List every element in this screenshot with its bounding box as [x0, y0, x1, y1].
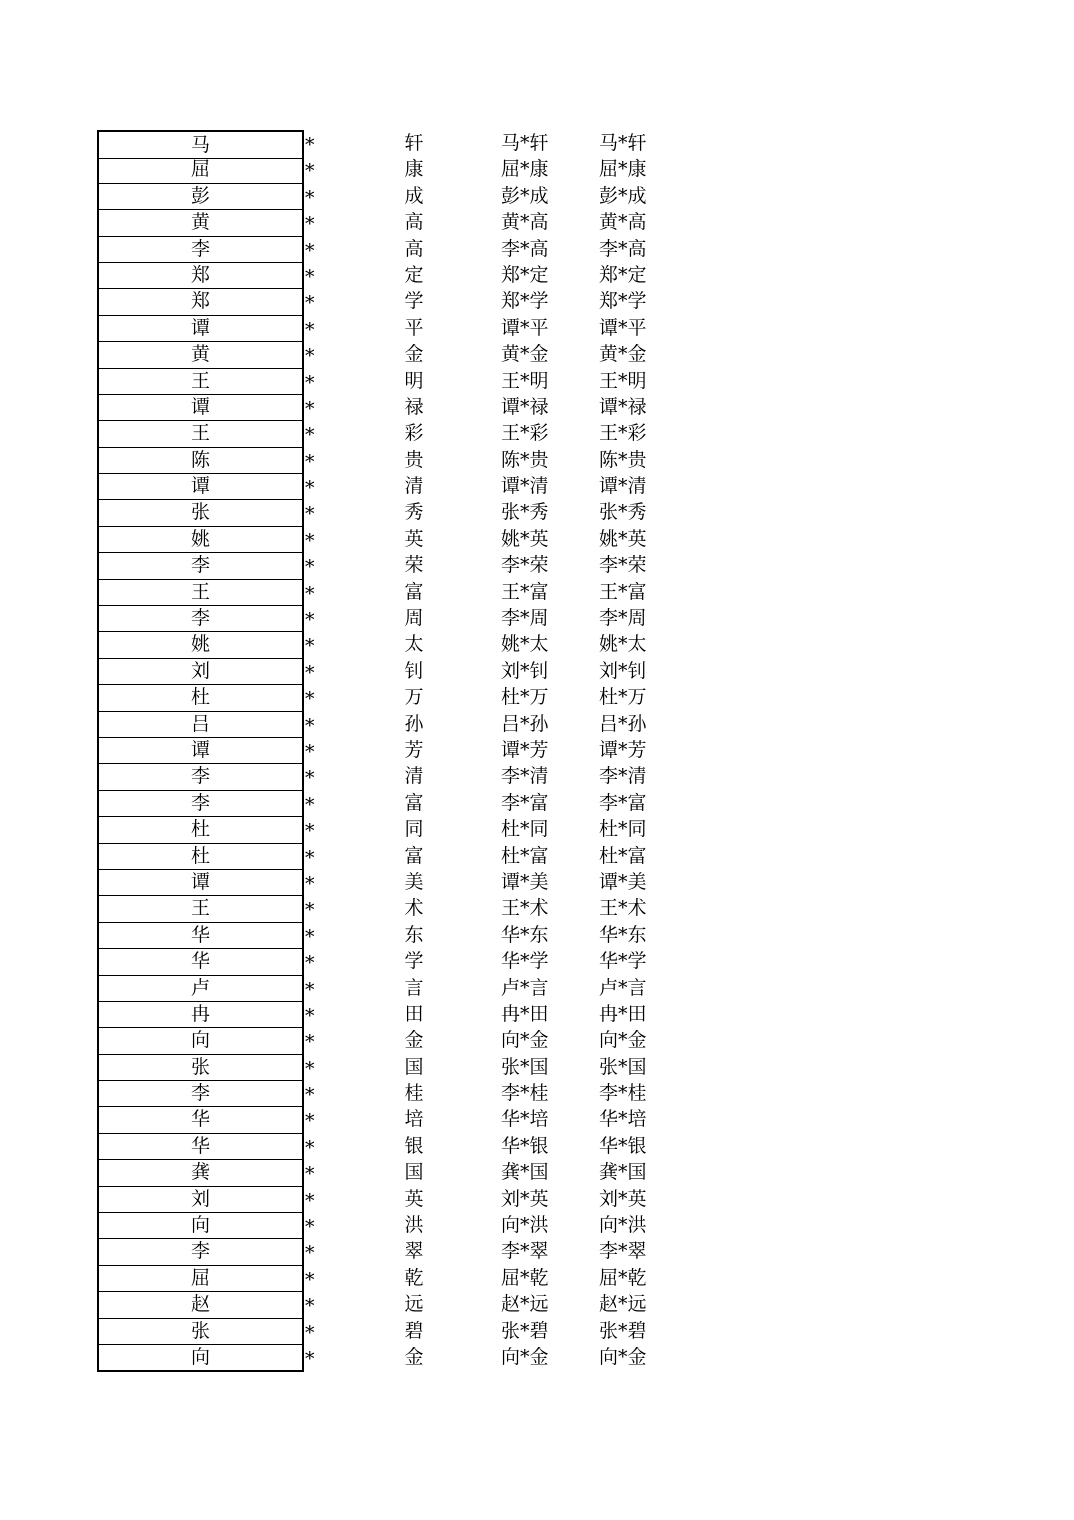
masked-name-cell[interactable]: 张*国 — [501, 1055, 549, 1078]
surname-cell[interactable]: 冉 — [97, 1001, 304, 1028]
surname-cell[interactable]: 王 — [97, 368, 304, 395]
masked-name-copy-cell[interactable]: 张*秀 — [599, 501, 647, 524]
masked-name-copy-cell[interactable]: 屈*康 — [599, 158, 647, 181]
surname-cell[interactable]: 屈 — [97, 156, 304, 183]
masked-name-cell[interactable]: 吕*孙 — [501, 712, 549, 735]
mask-star-cell[interactable]: * — [305, 160, 315, 183]
mask-star-cell[interactable]: * — [305, 688, 315, 711]
masked-name-copy-cell[interactable]: 卢*言 — [599, 976, 647, 999]
masked-name-cell[interactable]: 屈*乾 — [501, 1266, 549, 1289]
given-name-cell[interactable]: 贵 — [404, 448, 424, 471]
masked-name-cell[interactable]: 李*荣 — [501, 554, 549, 577]
mask-star-cell[interactable]: * — [305, 239, 315, 262]
masked-name-cell[interactable]: 华*银 — [501, 1134, 549, 1157]
masked-name-cell[interactable]: 李*桂 — [501, 1082, 549, 1105]
masked-name-copy-cell[interactable]: 杜*万 — [599, 686, 647, 709]
given-name-cell[interactable]: 成 — [404, 184, 424, 207]
masked-name-copy-cell[interactable]: 彭*成 — [599, 184, 647, 207]
masked-name-copy-cell[interactable]: 李*桂 — [599, 1082, 647, 1105]
given-name-cell[interactable]: 碧 — [404, 1319, 424, 1342]
masked-name-copy-cell[interactable]: 杜*富 — [599, 844, 647, 867]
masked-name-copy-cell[interactable]: 华*学 — [599, 950, 647, 973]
given-name-cell[interactable]: 英 — [404, 1187, 424, 1210]
given-name-cell[interactable]: 高 — [404, 237, 424, 260]
surname-cell[interactable]: 李 — [97, 790, 304, 817]
given-name-cell[interactable]: 乾 — [404, 1266, 424, 1289]
masked-name-cell[interactable]: 黄*金 — [501, 343, 549, 366]
given-name-cell[interactable]: 田 — [404, 1002, 424, 1025]
masked-name-cell[interactable]: 王*明 — [501, 369, 549, 392]
given-name-cell[interactable]: 富 — [404, 791, 424, 814]
mask-star-cell[interactable]: * — [305, 265, 315, 288]
masked-name-copy-cell[interactable]: 李*翠 — [599, 1240, 647, 1263]
masked-name-copy-cell[interactable]: 向*洪 — [599, 1214, 647, 1237]
mask-star-cell[interactable]: * — [305, 1004, 315, 1027]
mask-star-cell[interactable]: * — [305, 793, 315, 816]
masked-name-cell[interactable]: 郑*定 — [501, 263, 549, 286]
surname-cell[interactable]: 黄 — [97, 341, 304, 368]
masked-name-copy-cell[interactable]: 王*术 — [599, 897, 647, 920]
masked-name-cell[interactable]: 李*清 — [501, 765, 549, 788]
mask-star-cell[interactable]: * — [305, 1163, 315, 1186]
mask-star-cell[interactable]: * — [305, 978, 315, 1001]
masked-name-cell[interactable]: 姚*太 — [501, 633, 549, 656]
masked-name-copy-cell[interactable]: 郑*学 — [599, 290, 647, 313]
given-name-cell[interactable]: 英 — [404, 527, 424, 550]
masked-name-copy-cell[interactable]: 王*彩 — [599, 422, 647, 445]
mask-star-cell[interactable]: * — [305, 556, 315, 579]
given-name-cell[interactable]: 学 — [404, 950, 424, 973]
masked-name-copy-cell[interactable]: 向*金 — [599, 1345, 647, 1368]
given-name-cell[interactable]: 金 — [404, 343, 424, 366]
surname-cell[interactable]: 华 — [97, 1106, 304, 1133]
masked-name-cell[interactable]: 王*彩 — [501, 422, 549, 445]
masked-name-cell[interactable]: 李*周 — [501, 607, 549, 630]
surname-cell[interactable]: 王 — [97, 579, 304, 606]
given-name-cell[interactable]: 康 — [404, 158, 424, 181]
surname-cell[interactable]: 杜 — [97, 843, 304, 870]
masked-name-cell[interactable]: 刘*英 — [501, 1187, 549, 1210]
given-name-cell[interactable]: 培 — [404, 1108, 424, 1131]
given-name-cell[interactable]: 孙 — [404, 712, 424, 735]
masked-name-cell[interactable]: 马*轩 — [501, 132, 549, 154]
surname-cell[interactable]: 华 — [97, 948, 304, 975]
masked-name-cell[interactable]: 屈*康 — [501, 158, 549, 181]
surname-cell[interactable]: 姚 — [97, 631, 304, 658]
masked-name-copy-cell[interactable]: 张*国 — [599, 1055, 647, 1078]
surname-cell[interactable]: 向 — [97, 1344, 304, 1372]
surname-cell[interactable]: 马 — [97, 130, 304, 159]
masked-name-copy-cell[interactable]: 李*周 — [599, 607, 647, 630]
mask-star-cell[interactable]: * — [305, 899, 315, 922]
masked-name-copy-cell[interactable]: 冉*田 — [599, 1002, 647, 1025]
mask-star-cell[interactable]: * — [305, 1084, 315, 1107]
mask-star-cell[interactable]: * — [305, 925, 315, 948]
given-name-cell[interactable]: 远 — [404, 1293, 424, 1316]
masked-name-copy-cell[interactable]: 谭*芳 — [599, 738, 647, 761]
masked-name-cell[interactable]: 杜*同 — [501, 818, 549, 841]
given-name-cell[interactable]: 富 — [404, 844, 424, 867]
mask-star-cell[interactable]: * — [305, 1268, 315, 1291]
mask-star-cell[interactable]: * — [305, 371, 315, 394]
surname-cell[interactable]: 李 — [97, 1080, 304, 1107]
masked-name-copy-cell[interactable]: 黄*高 — [599, 211, 647, 234]
given-name-cell[interactable]: 国 — [404, 1055, 424, 1078]
masked-name-cell[interactable]: 李*高 — [501, 237, 549, 260]
given-name-cell[interactable]: 国 — [404, 1161, 424, 1184]
given-name-cell[interactable]: 银 — [404, 1134, 424, 1157]
mask-star-cell[interactable]: * — [305, 1321, 315, 1344]
mask-star-cell[interactable]: * — [305, 714, 315, 737]
mask-star-cell[interactable]: * — [305, 503, 315, 526]
masked-name-copy-cell[interactable]: 谭*平 — [599, 316, 647, 339]
surname-cell[interactable]: 华 — [97, 1133, 304, 1160]
surname-cell[interactable]: 张 — [97, 1318, 304, 1345]
mask-star-cell[interactable]: * — [305, 318, 315, 341]
surname-cell[interactable]: 谭 — [97, 394, 304, 421]
mask-star-cell[interactable]: * — [305, 820, 315, 843]
masked-name-copy-cell[interactable]: 李*清 — [599, 765, 647, 788]
surname-cell[interactable]: 王 — [97, 420, 304, 447]
masked-name-copy-cell[interactable]: 王*明 — [599, 369, 647, 392]
surname-cell[interactable]: 屈 — [97, 1265, 304, 1292]
mask-star-cell[interactable]: * — [305, 213, 315, 236]
masked-name-copy-cell[interactable]: 郑*定 — [599, 263, 647, 286]
masked-name-copy-cell[interactable]: 姚*太 — [599, 633, 647, 656]
masked-name-cell[interactable]: 谭*清 — [501, 475, 549, 498]
given-name-cell[interactable]: 明 — [404, 369, 424, 392]
masked-name-cell[interactable]: 李*富 — [501, 791, 549, 814]
masked-name-copy-cell[interactable]: 屈*乾 — [599, 1266, 647, 1289]
masked-name-cell[interactable]: 李*翠 — [501, 1240, 549, 1263]
surname-cell[interactable]: 谭 — [97, 473, 304, 500]
masked-name-copy-cell[interactable]: 李*富 — [599, 791, 647, 814]
masked-name-cell[interactable]: 向*金 — [501, 1029, 549, 1052]
given-name-cell[interactable]: 桂 — [404, 1082, 424, 1105]
given-name-cell[interactable]: 金 — [404, 1345, 424, 1368]
mask-star-cell[interactable]: * — [305, 952, 315, 975]
masked-name-copy-cell[interactable]: 刘*钊 — [599, 659, 647, 682]
given-name-cell[interactable]: 秀 — [404, 501, 424, 524]
given-name-cell[interactable]: 富 — [404, 580, 424, 603]
masked-name-copy-cell[interactable]: 谭*美 — [599, 870, 647, 893]
given-name-cell[interactable]: 东 — [404, 923, 424, 946]
surname-cell[interactable]: 黄 — [97, 209, 304, 236]
given-name-cell[interactable]: 钊 — [404, 659, 424, 682]
mask-star-cell[interactable]: * — [305, 846, 315, 869]
mask-star-cell[interactable]: * — [305, 477, 315, 500]
masked-name-copy-cell[interactable]: 马*轩 — [599, 132, 647, 154]
surname-cell[interactable]: 向 — [97, 1212, 304, 1239]
surname-cell[interactable]: 谭 — [97, 869, 304, 896]
masked-name-cell[interactable]: 郑*学 — [501, 290, 549, 313]
mask-star-cell[interactable]: * — [305, 1347, 315, 1370]
surname-cell[interactable]: 华 — [97, 922, 304, 949]
masked-name-copy-cell[interactable]: 黄*金 — [599, 343, 647, 366]
mask-star-cell[interactable]: * — [305, 1057, 315, 1080]
mask-star-cell[interactable]: * — [305, 1031, 315, 1054]
surname-cell[interactable]: 姚 — [97, 526, 304, 553]
surname-cell[interactable]: 张 — [97, 499, 304, 526]
masked-name-copy-cell[interactable]: 赵*远 — [599, 1293, 647, 1316]
masked-name-cell[interactable]: 谭*平 — [501, 316, 549, 339]
masked-name-copy-cell[interactable]: 陈*贵 — [599, 448, 647, 471]
masked-name-cell[interactable]: 刘*钊 — [501, 659, 549, 682]
surname-cell[interactable]: 李 — [97, 236, 304, 263]
mask-star-cell[interactable]: * — [305, 609, 315, 632]
given-name-cell[interactable]: 洪 — [404, 1214, 424, 1237]
given-name-cell[interactable]: 芳 — [404, 738, 424, 761]
mask-star-cell[interactable]: * — [305, 1136, 315, 1159]
surname-cell[interactable]: 彭 — [97, 183, 304, 210]
masked-name-cell[interactable]: 杜*万 — [501, 686, 549, 709]
surname-cell[interactable]: 李 — [97, 1238, 304, 1265]
mask-star-cell[interactable]: * — [305, 450, 315, 473]
given-name-cell[interactable]: 万 — [404, 686, 424, 709]
masked-name-copy-cell[interactable]: 华*东 — [599, 923, 647, 946]
surname-cell[interactable]: 李 — [97, 605, 304, 632]
masked-name-cell[interactable]: 张*碧 — [501, 1319, 549, 1342]
surname-cell[interactable]: 卢 — [97, 975, 304, 1002]
given-name-cell[interactable]: 高 — [404, 211, 424, 234]
mask-star-cell[interactable]: * — [305, 529, 315, 552]
masked-name-cell[interactable]: 谭*禄 — [501, 395, 549, 418]
surname-cell[interactable]: 陈 — [97, 447, 304, 474]
masked-name-copy-cell[interactable]: 李*荣 — [599, 554, 647, 577]
surname-cell[interactable]: 吕 — [97, 711, 304, 738]
surname-cell[interactable]: 赵 — [97, 1291, 304, 1318]
masked-name-cell[interactable]: 王*术 — [501, 897, 549, 920]
given-name-cell[interactable]: 禄 — [404, 395, 424, 418]
surname-cell[interactable]: 李 — [97, 763, 304, 790]
given-name-cell[interactable]: 同 — [404, 818, 424, 841]
masked-name-cell[interactable]: 杜*富 — [501, 844, 549, 867]
mask-star-cell[interactable]: * — [305, 767, 315, 790]
masked-name-copy-cell[interactable]: 谭*清 — [599, 475, 647, 498]
masked-name-copy-cell[interactable]: 王*富 — [599, 580, 647, 603]
given-name-cell[interactable]: 轩 — [404, 132, 424, 154]
masked-name-cell[interactable]: 赵*远 — [501, 1293, 549, 1316]
mask-star-cell[interactable]: * — [305, 582, 315, 605]
masked-name-cell[interactable]: 华*培 — [501, 1108, 549, 1131]
masked-name-cell[interactable]: 黄*高 — [501, 211, 549, 234]
mask-star-cell[interactable]: * — [305, 397, 315, 420]
surname-cell[interactable]: 李 — [97, 552, 304, 579]
mask-star-cell[interactable]: * — [305, 1295, 315, 1318]
masked-name-copy-cell[interactable]: 华*银 — [599, 1134, 647, 1157]
mask-star-cell[interactable]: * — [305, 1110, 315, 1133]
given-name-cell[interactable]: 平 — [404, 316, 424, 339]
surname-cell[interactable]: 谭 — [97, 737, 304, 764]
surname-cell[interactable]: 郑 — [97, 288, 304, 315]
masked-name-cell[interactable]: 王*富 — [501, 580, 549, 603]
surname-cell[interactable]: 刘 — [97, 658, 304, 685]
given-name-cell[interactable]: 美 — [404, 870, 424, 893]
surname-cell[interactable]: 谭 — [97, 315, 304, 342]
given-name-cell[interactable]: 太 — [404, 633, 424, 656]
given-name-cell[interactable]: 彩 — [404, 422, 424, 445]
given-name-cell[interactable]: 定 — [404, 263, 424, 286]
mask-star-cell[interactable]: * — [305, 1242, 315, 1265]
surname-cell[interactable]: 向 — [97, 1027, 304, 1054]
mask-star-cell[interactable]: * — [305, 635, 315, 658]
masked-name-cell[interactable]: 姚*英 — [501, 527, 549, 550]
masked-name-cell[interactable]: 张*秀 — [501, 501, 549, 524]
masked-name-copy-cell[interactable]: 李*高 — [599, 237, 647, 260]
surname-cell[interactable]: 龚 — [97, 1159, 304, 1186]
masked-name-copy-cell[interactable]: 谭*禄 — [599, 395, 647, 418]
given-name-cell[interactable]: 翠 — [404, 1240, 424, 1263]
given-name-cell[interactable]: 清 — [404, 475, 424, 498]
mask-star-cell[interactable]: * — [305, 186, 315, 209]
masked-name-cell[interactable]: 华*学 — [501, 950, 549, 973]
mask-star-cell[interactable]: * — [305, 134, 315, 156]
mask-star-cell[interactable]: * — [305, 1216, 315, 1239]
masked-name-cell[interactable]: 卢*言 — [501, 976, 549, 999]
masked-name-copy-cell[interactable]: 华*培 — [599, 1108, 647, 1131]
given-name-cell[interactable]: 周 — [404, 607, 424, 630]
masked-name-cell[interactable]: 向*洪 — [501, 1214, 549, 1237]
mask-star-cell[interactable]: * — [305, 1189, 315, 1212]
masked-name-cell[interactable]: 华*东 — [501, 923, 549, 946]
mask-star-cell[interactable]: * — [305, 740, 315, 763]
masked-name-cell[interactable]: 冉*田 — [501, 1002, 549, 1025]
surname-cell[interactable]: 刘 — [97, 1186, 304, 1213]
masked-name-cell[interactable]: 谭*芳 — [501, 738, 549, 761]
masked-name-cell[interactable]: 向*金 — [501, 1345, 549, 1368]
mask-star-cell[interactable]: * — [305, 292, 315, 315]
mask-star-cell[interactable]: * — [305, 424, 315, 447]
masked-name-copy-cell[interactable]: 姚*英 — [599, 527, 647, 550]
surname-cell[interactable]: 杜 — [97, 816, 304, 843]
given-name-cell[interactable]: 荣 — [404, 554, 424, 577]
mask-star-cell[interactable]: * — [305, 345, 315, 368]
given-name-cell[interactable]: 术 — [404, 897, 424, 920]
surname-cell[interactable]: 张 — [97, 1054, 304, 1081]
masked-name-cell[interactable]: 谭*美 — [501, 870, 549, 893]
masked-name-cell[interactable]: 彭*成 — [501, 184, 549, 207]
surname-cell[interactable]: 王 — [97, 895, 304, 922]
mask-star-cell[interactable]: * — [305, 661, 315, 684]
masked-name-copy-cell[interactable]: 吕*孙 — [599, 712, 647, 735]
masked-name-copy-cell[interactable]: 刘*英 — [599, 1187, 647, 1210]
masked-name-cell[interactable]: 陈*贵 — [501, 448, 549, 471]
given-name-cell[interactable]: 学 — [404, 290, 424, 313]
given-name-cell[interactable]: 言 — [404, 976, 424, 999]
masked-name-copy-cell[interactable]: 张*碧 — [599, 1319, 647, 1342]
mask-star-cell[interactable]: * — [305, 872, 315, 895]
masked-name-copy-cell[interactable]: 龚*国 — [599, 1161, 647, 1184]
given-name-cell[interactable]: 金 — [404, 1029, 424, 1052]
surname-cell[interactable]: 杜 — [97, 684, 304, 711]
masked-name-copy-cell[interactable]: 向*金 — [599, 1029, 647, 1052]
surname-cell[interactable]: 郑 — [97, 262, 304, 289]
masked-name-copy-cell[interactable]: 杜*同 — [599, 818, 647, 841]
given-name-cell[interactable]: 清 — [404, 765, 424, 788]
masked-name-cell[interactable]: 龚*国 — [501, 1161, 549, 1184]
